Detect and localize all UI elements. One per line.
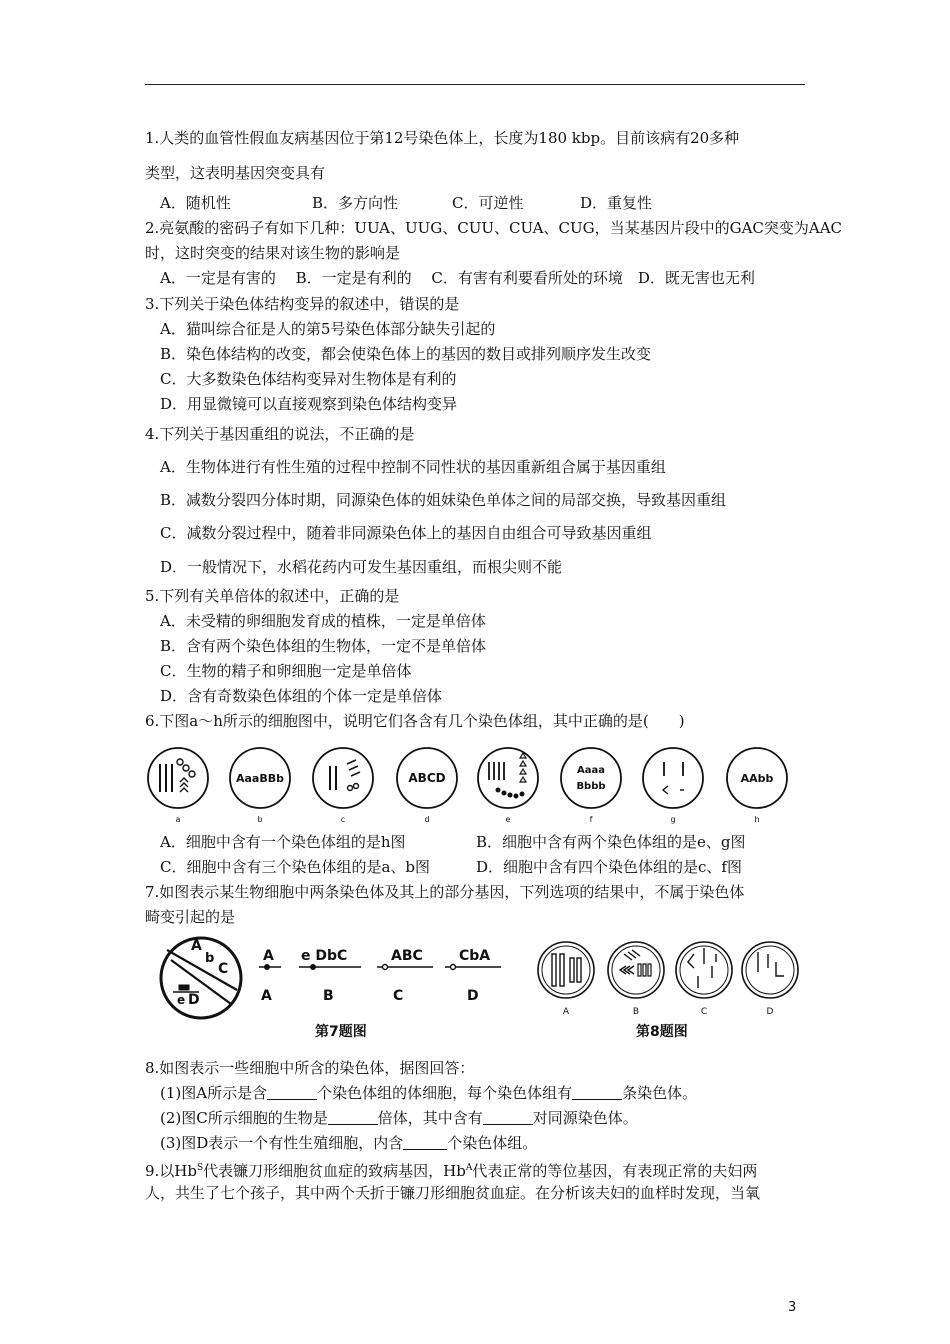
q8-sub2-part1: (2)图C所示细胞的生物是: [160, 1109, 328, 1127]
q1-option-b: B．多方向性: [312, 194, 399, 212]
cell-label-d: d: [424, 815, 430, 824]
q8-sub2-part3: 对同源染色体。: [532, 1109, 638, 1127]
q7-gene-A-top: A: [191, 938, 202, 954]
cell-label-h: h: [754, 815, 760, 824]
q8-sub2: [160, 1108, 638, 1128]
q5-option-c: C．生物的精子和卵细胞一定是单倍体: [160, 662, 412, 680]
q6-option-d: D．细胞中含有四个染色体组的是c、f图: [476, 858, 742, 876]
cell-h-genes: AAbb: [740, 772, 774, 785]
q6-option-c: C．细胞中含有三个染色体组的是a、b图: [160, 858, 431, 876]
q8-blank-1[interactable]: [267, 1085, 317, 1100]
q1-line1: 1.人类的血管性假血友病基因位于第12号染色体上，长度为180 kbp。目前该病有20多种: [145, 129, 740, 147]
cell-h: [727, 748, 787, 824]
q6-cell-figure: [140, 740, 800, 830]
cell-a: [148, 748, 208, 824]
cell-label-a: a: [175, 815, 181, 824]
q8-sub1: [160, 1083, 697, 1103]
q8-blank-4[interactable]: [483, 1110, 533, 1125]
q8-sub1-part2: 个染色体组的体细胞，每个染色体组有: [317, 1084, 573, 1102]
q1-option-d: D．重复性: [580, 194, 653, 212]
q9-sup-a: A: [465, 1163, 473, 1173]
q8-sub3: [160, 1133, 537, 1153]
q7-gene-e-bottom: e: [177, 993, 186, 1007]
q7-line2: 畸变引起的是: [145, 908, 236, 926]
q5-stem: 5.下列有关单倍体的叙述中，正确的是: [145, 587, 400, 605]
q7-opt-d-label: D: [467, 988, 479, 1004]
q8-sub1-part3: 条染色体。: [622, 1084, 698, 1102]
q7-opt-d-genes: CbA: [459, 948, 491, 964]
cell-label-c: c: [340, 815, 346, 824]
q7-opt-c-label: C: [393, 988, 404, 1004]
q7-chromosome-circle: [161, 938, 241, 1018]
q3-option-d: D．用显微镜可以直接观察到染色体结构变异: [160, 395, 458, 413]
q4-option-d: D．一般情况下，水稻花药内可发生基因重组，而根尖则不能: [160, 558, 563, 576]
q8-cell-d: [742, 942, 798, 1017]
q5-option-d: D．含有奇数染色体组的个体一定是单倍体: [160, 687, 443, 705]
q8-figure: [534, 932, 814, 1048]
cell-label-g: g: [670, 815, 676, 824]
q7-option-a-chromosome: [259, 948, 281, 1004]
q7-opt-b-genes: e DbC: [301, 948, 348, 964]
q7-gene-b-top: b: [205, 951, 215, 966]
q2-line1: 2.亮氨酸的密码子有如下几种：UUA、UUG、CUU、CUA、CUG，当某基因片段中的GAC突变为AAC: [145, 219, 843, 237]
cell-f-genes-2: Bbbb: [576, 781, 606, 792]
q8-blank-2[interactable]: [572, 1085, 622, 1100]
q8-sub3-part2: 个染色体组。: [447, 1134, 538, 1152]
q7-opt-a-label: A: [261, 988, 272, 1004]
cell-g: [643, 748, 703, 824]
q6-option-b: B．细胞中含有两个染色体组的是e、g图: [476, 833, 746, 851]
q9-part3: 代表正常的等位基因，有表现正常的夫妇两: [472, 1162, 758, 1180]
page-number: 3: [788, 1300, 797, 1315]
q7-line1: 7.如图表示某生物细胞中两条染色体及其上的部分基因，下列选项的结果中，不属于染色体: [145, 883, 745, 901]
q9-line2: 人，共生了七个孩子，其中两个夭折于镰刀形细胞贫血症。在分析该夫妇的血样时发现，当氧: [145, 1184, 761, 1202]
q8-label-c: C: [700, 1007, 708, 1017]
cell-e: [478, 748, 538, 824]
q8-blank-5[interactable]: [403, 1135, 447, 1150]
q7-gene-C-top: C: [218, 961, 229, 977]
q7-opt-b-label: B: [323, 988, 334, 1004]
q8-stem: 8.如图表示一些细胞中所含的染色体，据图回答：: [145, 1059, 475, 1077]
q3-option-c: C．大多数染色体结构变异对生物体是有利的: [160, 370, 457, 388]
cell-f: [561, 748, 621, 824]
q1-option-c: C．可逆性: [452, 194, 524, 212]
cell-label-b: b: [257, 815, 263, 824]
cell-label-e: e: [505, 815, 511, 824]
cell-b-genes: AaaBBb: [235, 772, 285, 785]
q4-option-b: B．减数分裂四分体时期，同源染色体的姐妹染色单体之间的局部交换，导致基因重组: [160, 491, 727, 509]
q8-cell-a: [538, 942, 594, 1017]
q2-line2: 时，这时突变的结果对该生物的影响是: [145, 244, 401, 262]
q8-cell-c: [676, 942, 732, 1017]
q6-stem: 6.下图a～h所示的细胞图中，说明它们各含有几个染色体组，其中正确的是( ): [145, 712, 685, 730]
q7-figure: [155, 932, 510, 1048]
q9-sup-s: S: [197, 1163, 204, 1173]
q9-line1: [145, 1158, 757, 1181]
cell-b: [230, 748, 290, 824]
q7-opt-a-genes: A: [263, 948, 274, 964]
q8-label-b: B: [632, 1007, 640, 1017]
q4-stem: 4.下列关于基因重组的说法，不正确的是: [145, 425, 415, 443]
q1-option-a: A．随机性: [160, 194, 231, 212]
q8-cell-b: [608, 942, 664, 1017]
q8-label-d: D: [766, 1007, 774, 1017]
q7-option-b-chromosome: [299, 948, 361, 1004]
cell-label-f: f: [589, 815, 593, 824]
q7-opt-c-genes: ABC: [391, 948, 423, 964]
cell-d: [397, 748, 457, 824]
q5-option-a: A．未受精的卵细胞发育成的植株，一定是单倍体: [160, 612, 486, 630]
q8-sub1-part1: (1)图A所示是含: [160, 1084, 268, 1102]
q9-part2: 代表镰刀形细胞贫血症的致病基因，Hb: [203, 1162, 466, 1180]
q3-stem: 3.下列关于染色体结构变异的叙述中，错误的是: [145, 295, 460, 313]
q7-caption: 第7题图: [315, 1024, 367, 1040]
q9-part1: 9.以Hb: [145, 1162, 197, 1180]
q7-gene-D-bottom: D: [188, 992, 200, 1008]
header-rule: [145, 84, 805, 85]
q2-options: A．一定是有害的 B．一定是有利的 C．有害有利要看所处的环境 D．既无害也无利: [160, 269, 755, 287]
q6-option-a: A．细胞中含有一个染色体组的是h图: [160, 833, 406, 851]
q8-label-a: A: [562, 1007, 570, 1017]
cell-d-genes: ABCD: [408, 771, 446, 785]
cell-f-genes-1: Aaaa: [577, 765, 605, 776]
q8-caption: 第8题图: [636, 1024, 688, 1040]
q1-line2: 类型，这表明基因突变具有: [145, 164, 326, 182]
q7-option-d-chromosome: [445, 948, 501, 1004]
q3-option-b: B．染色体结构的改变，都会使染色体上的基因的数目或排列顺序发生改变: [160, 345, 652, 363]
q4-option-a: A．生物体进行有性生殖的过程中控制不同性状的基因重新组合属于基因重组: [160, 458, 666, 476]
cell-c: [313, 748, 373, 824]
q5-option-b: B．含有两个染色体组的生物体，一定不是单倍体: [160, 637, 487, 655]
q8-blank-3[interactable]: [328, 1110, 378, 1125]
q4-option-c: C．减数分裂过程中，随着非同源染色体上的基因自由组合可导致基因重组: [160, 524, 652, 542]
q8-sub3-part1: (3)图D表示一个有性生殖细胞，内含: [160, 1134, 404, 1152]
q8-sub2-part2: 倍体，其中含有: [377, 1109, 483, 1127]
q7-option-c-chromosome: [377, 948, 433, 1004]
q3-option-a: A．猫叫综合征是人的第5号染色体部分缺失引起的: [160, 320, 496, 338]
